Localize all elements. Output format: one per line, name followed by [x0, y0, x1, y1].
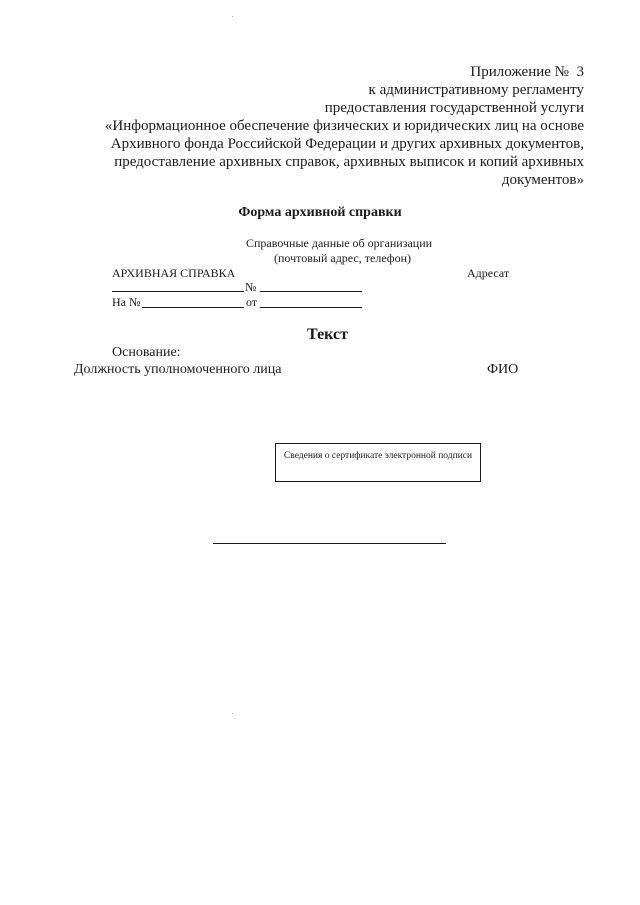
number-sign: № [245, 280, 257, 294]
basis-label: Основание: [112, 345, 181, 360]
appendix-line-1: к административному регламенту [368, 82, 584, 98]
from-date-line [260, 307, 362, 308]
text-heading: Текст [307, 326, 348, 343]
addressee-label: Адресат [467, 266, 510, 280]
fio-label: ФИО [487, 362, 519, 377]
appendix-line-4: Архивного фонда Российской Федерации и других архивных документов, [110, 136, 584, 152]
na-number-label: На № [112, 295, 141, 309]
appendix-line-3: «Информационное обеспечение физических и юридических лиц на основе [104, 118, 584, 134]
na-number-line [142, 307, 244, 308]
scan-speck [232, 16, 233, 17]
date-line [112, 291, 244, 292]
scan-speck [232, 713, 233, 714]
org-info-line-1: Справочные данные об организации [246, 236, 433, 250]
certificate-box: Сведения о сертификате электронной подписи [275, 443, 481, 482]
org-info-line-2: (почтовый адрес, телефон) [274, 251, 411, 265]
appendix-line-5: предоставление архивных справок, архивных выписок и копий архивных [114, 154, 584, 170]
position-label: Должность уполномоченного лица [74, 362, 282, 377]
number-line [260, 291, 362, 292]
from-label: от [246, 295, 258, 309]
appendix-heading [470, 63, 584, 81]
form-title: Форма архивной справки [238, 205, 402, 220]
appendix-number: 3 [576, 64, 584, 80]
appendix-label: Приложение № [470, 64, 569, 80]
appendix-line-6: документов» [501, 172, 584, 188]
appendix-line-2: предоставления государственной услуги [324, 100, 584, 116]
bottom-line [213, 543, 446, 544]
doc-type: АРХИВНАЯ СПРАВКА [112, 266, 236, 280]
